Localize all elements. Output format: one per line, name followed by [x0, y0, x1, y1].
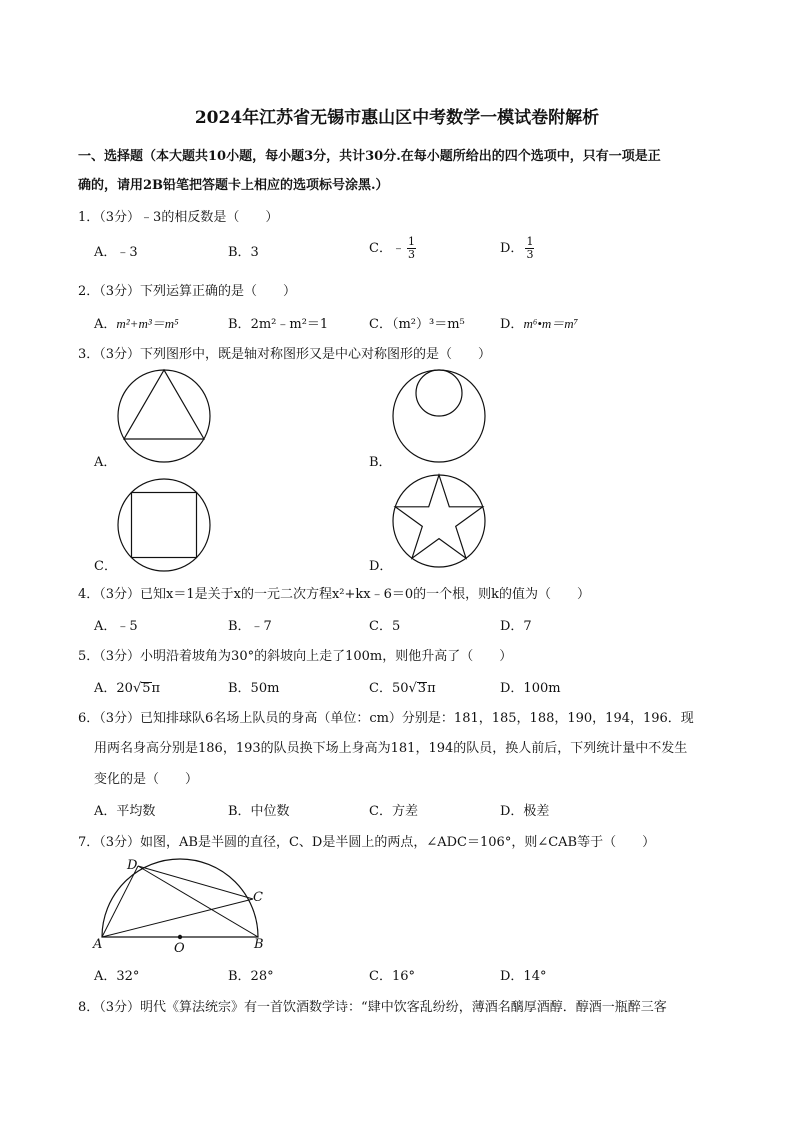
q8-line1: 8．（3分）明代《算法统宗》有一首饮酒数学诗：“肆中饮客乱纷纷，薄酒名醨厚酒醇．醇酒一瓶醉三客 — [78, 1000, 667, 1015]
q1-option-d — [500, 236, 534, 261]
q1-option-c — [369, 236, 416, 261]
q1-c-numerator: 1 — [407, 235, 415, 248]
q5-option-c — [369, 677, 436, 696]
q1-option-c-label: C． — [369, 241, 392, 256]
q5-c-tail: π — [427, 681, 436, 696]
q2-b-label: B． — [228, 317, 251, 332]
q2-option-d — [500, 313, 578, 332]
segment-DB — [138, 866, 258, 937]
section-heading-line1: 一、选择题（本大题共10小题，每小题3分，共计30分.在每小题所给出的四个选项中，只有一项是正 — [78, 149, 661, 164]
q5-stem: 5．（3分）小明沿着坡角为30°的斜坡向上走了100m，则他升高了（ ） — [78, 649, 513, 664]
q1-option-d-label: D． — [500, 241, 524, 256]
q3-option-c: C． — [94, 559, 117, 574]
q1-option-c-fraction — [407, 236, 416, 261]
q1-c-denominator: 3 — [407, 248, 415, 261]
segment-AD — [102, 866, 138, 937]
q3-figure-a — [116, 368, 212, 464]
q5-a-tail: π — [151, 681, 161, 696]
q7-option-a: A．32° — [94, 969, 140, 984]
q2-a-expression: m²+m³＝m⁵ — [116, 316, 179, 331]
q6-option-a: A．平均数 — [94, 804, 156, 819]
q5-a-label: A． — [94, 681, 117, 696]
q2-a-label: A． — [94, 317, 117, 332]
q5-c-radical-sign: √ — [408, 681, 417, 696]
q6-option-b: B．中位数 — [228, 804, 290, 819]
q3-figure-d — [391, 473, 487, 569]
q2-d-expression: m⁶•m＝m⁷ — [523, 316, 579, 331]
q3-stem: 3．（3分）下列图形中，既是轴对称图形又是中心对称图形的是（ ） — [78, 347, 492, 362]
q1-option-c-sign: ﹣ — [391, 241, 405, 256]
q6-option-d: D．极差 — [500, 804, 550, 819]
q2-option-c — [369, 313, 465, 332]
page-title: 2024年江苏省无锡市惠山区中考数学一模试卷附解析 — [194, 108, 600, 128]
q7-semicircle-diagram — [90, 855, 270, 955]
q5-a-coef: 20 — [116, 681, 133, 696]
q7-label-B: B — [254, 937, 264, 952]
q7-label-C: C — [253, 890, 263, 905]
q2-option-b — [228, 313, 328, 332]
q2-c-label: C． — [369, 317, 392, 332]
q4-option-a: A．﹣5 — [94, 619, 138, 634]
q1-option-b: B．3 — [228, 245, 259, 260]
q1-d-numerator: 1 — [526, 235, 534, 248]
q2-d-label: D． — [500, 317, 524, 332]
q4-stem: 4．（3分）已知x＝1是关于x的一元二次方程x²+kx﹣6＝0的一个根，则k的值为（ ） — [78, 587, 591, 602]
q5-option-a — [94, 677, 160, 696]
q7-label-A: A — [93, 937, 103, 952]
q7-label-D: D — [127, 858, 138, 873]
q6-option-c: C．方差 — [369, 804, 418, 819]
q5-option-b: B．50m — [228, 681, 280, 696]
q3-option-b: B． — [369, 455, 392, 470]
q1-option-a: A．﹣3 — [94, 245, 138, 260]
q1-d-denominator: 3 — [526, 248, 534, 261]
q5-c-label: C． — [369, 681, 392, 696]
q5-a-radical-sign: √ — [132, 681, 142, 696]
q7-option-c: C．16° — [369, 969, 415, 984]
q1-stem: 1．（3分）﹣3的相反数是（ ） — [78, 210, 279, 225]
q4-option-d: D．7 — [500, 619, 532, 634]
q5-c-radicand: 3 — [417, 681, 427, 696]
q6-line2: 用两名身高分别是186，193的队员换下场上身高为181，194的队员，换人前后，下列统计量中不发生 — [94, 741, 688, 756]
q6-line3: 变化的是（ ） — [94, 772, 199, 787]
q7-stem: 7．（3分）如图，AB是半圆的直径，C、D是半圆上的两点，∠ADC＝106°，则∠CAB等于（ ） — [78, 835, 656, 850]
q3-figure-b — [391, 368, 487, 464]
q3-option-d: D． — [369, 559, 393, 574]
q2-b-expression: 2m²﹣m²＝1 — [250, 317, 329, 332]
q1-option-d-fraction — [525, 236, 534, 261]
q3-figure-c — [116, 477, 212, 573]
q2-option-a — [94, 313, 179, 332]
q5-option-d: D．100m — [500, 681, 561, 696]
center-point-O — [178, 935, 182, 939]
q2-stem: 2．（3分）下列运算正确的是（ ） — [78, 284, 297, 299]
q7-label-O: O — [174, 941, 185, 956]
q4-option-c: C．5 — [369, 619, 401, 634]
q2-c-expression: （m²）³＝m⁵ — [391, 317, 465, 332]
q7-option-b: B．28° — [228, 969, 274, 984]
q5-a-radicand: 5 — [142, 681, 151, 696]
semicircle-arc — [102, 859, 258, 937]
segment-AC — [102, 899, 253, 937]
q6-line1: 6．（3分）已知排球队6名场上队员的身高（单位：cm）分别是：181，185，188，190，194，196．现 — [78, 711, 694, 726]
q7-option-d: D．14° — [500, 969, 547, 984]
q4-option-b: B．﹣7 — [228, 619, 272, 634]
q3-option-a: A． — [94, 455, 117, 470]
section-heading-line2: 确的，请用2B铅笔把答题卡上相应的选项标号涂黑.） — [78, 178, 389, 193]
q5-c-coef: 50 — [391, 681, 409, 696]
